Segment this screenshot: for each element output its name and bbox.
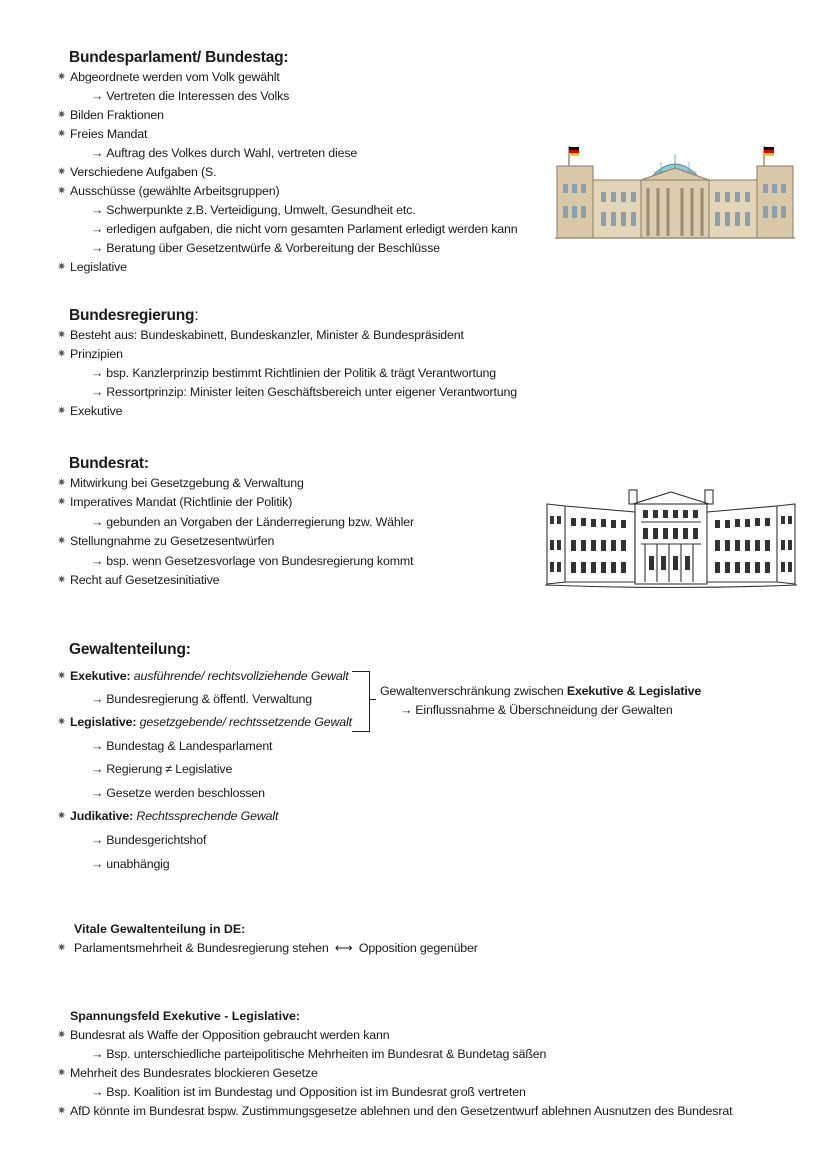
bullet-icon: ✷ xyxy=(57,810,67,822)
gewalt-legislative-a: → Bundestag & Landesparlament xyxy=(91,739,273,753)
bullet-icon: ✷ xyxy=(57,329,67,341)
arrow-icon: → xyxy=(91,222,104,236)
arrow-icon: → xyxy=(91,554,104,568)
gewalt-legislative: Legislative: gesetzgebende/ rechtssetzende Gewalt xyxy=(70,715,352,729)
bundesrat-b4: Recht auf Gesetzesinitiative xyxy=(70,573,220,587)
regierung-b2b: → Ressortprinzip: Minister leiten Geschäftsbereich unter eigener Verantwortung xyxy=(91,385,518,399)
bullet-icon: ✷ xyxy=(57,496,67,508)
arrow-icon: → xyxy=(91,241,104,255)
bullet-icon: ✷ xyxy=(57,348,67,360)
regierung-b1: Besteht aus: Bundeskabinett, Bundeskanzler, Minister & Bundespräsident xyxy=(70,328,464,342)
spannung-b2: Mehrheit des Bundesrates blockieren Gesetze xyxy=(70,1066,318,1080)
spannung-b2a: → Bsp. Koalition ist im Bundestag und Opposition ist im Bundesrat groß vertreten xyxy=(91,1085,526,1099)
gewalt-side-a: → Einflussnahme & Überschneidung der Gewalten xyxy=(400,703,673,717)
arrow-icon: → xyxy=(91,739,104,753)
arrow-icon: → xyxy=(91,385,104,399)
bracket-tick xyxy=(369,699,376,700)
arrow-icon: → xyxy=(91,786,104,800)
regierung-heading: Bundesregierung: xyxy=(69,307,199,324)
bundestag-b5b: → erledigen aufgaben, die nicht vom gesamten Parlament erledigt werden kann xyxy=(91,222,518,236)
gewalt-side-note: Gewaltenverschränkung zwischen Exekutive & Legislative xyxy=(380,684,702,698)
vital-line: Parlamentsmehrheit & Bundesregierung stehen ⟷ Opposition gegenüber xyxy=(74,941,478,955)
bundestag-b3: Freies Mandat xyxy=(70,127,148,141)
bundesrat-b2a: → gebunden an Vorgaben der Länderregierung bzw. Wähler xyxy=(91,515,414,529)
arrow-icon: → xyxy=(400,703,413,717)
gewalt-judikative-b: → unabhängig xyxy=(91,857,170,871)
bundestag-b5c: → Beratung über Gesetzentwürfe & Vorbereitung der Beschlüsse xyxy=(91,241,440,255)
bullet-icon: ✷ xyxy=(57,670,67,682)
bundestag-b5: Ausschüsse (gewählte Arbeitsgruppen) xyxy=(70,184,280,198)
gewalt-exekutive-a: → Bundesregierung & öffentl. Verwaltung xyxy=(91,692,312,706)
bundestag-b1a: → Vertreten die Interessen des Volks xyxy=(91,89,290,103)
gewalt-judikative: Judikative: Rechtssprechende Gewalt xyxy=(70,809,279,823)
arrow-icon: → xyxy=(91,762,104,776)
bullet-icon: ✷ xyxy=(57,71,67,83)
bullet-icon: ✷ xyxy=(57,1029,67,1041)
bullet-icon: ✷ xyxy=(57,1105,67,1117)
bullet-icon: ✷ xyxy=(57,185,67,197)
bullet-icon: ✷ xyxy=(57,535,67,547)
gewalt-legislative-c: → Gesetze werden beschlossen xyxy=(91,786,265,800)
bullet-icon: ✷ xyxy=(57,405,67,417)
gewalt-legislative-b: → Regierung ≠ Legislative xyxy=(91,762,233,776)
bullet-icon: ✷ xyxy=(57,574,67,586)
arrow-icon: → xyxy=(91,203,104,217)
bundesrat-b2: Imperatives Mandat (Richtlinie der Politik) xyxy=(70,495,293,509)
double-arrow-icon: ⟷ xyxy=(334,941,353,955)
spannung-b1: Bundesrat als Waffe der Opposition gebraucht werden kann xyxy=(70,1028,390,1042)
bundesrat-b3a: → bsp. wenn Gesetzesvorlage von Bundesregierung kommt xyxy=(91,554,414,568)
arrow-icon: → xyxy=(91,1085,104,1099)
reichstag-building-illustration xyxy=(553,144,797,242)
bullet-icon: ✷ xyxy=(57,1067,67,1079)
regierung-b2a: → bsp. Kanzlerprinzip bestimmt Richtlinien der Politik & trägt Verantwortung xyxy=(91,366,496,380)
bullet-icon: ✷ xyxy=(57,716,67,728)
gewalt-judikative-a: → Bundesgerichtshof xyxy=(91,833,207,847)
arrow-icon: → xyxy=(91,515,104,529)
arrow-icon: → xyxy=(91,857,104,871)
spannung-b3: AfD könnte im Bundesrat bspw. Zustimmungsgesetze ablehnen und den Gesetzentwurf ablehnen Ausnutzen des Bundesrat xyxy=(70,1104,733,1118)
bullet-icon: ✷ xyxy=(57,128,67,140)
bundesrat-building-illustration xyxy=(545,486,797,590)
gewalt-exekutive: Exekutive: ausführende/ rechtsvollziehende Gewalt xyxy=(70,669,349,683)
bundestag-b2: Bilden Fraktionen xyxy=(70,108,164,122)
bundesrat-heading: Bundesrat: xyxy=(69,455,149,472)
bundesrat-b1: Mitwirkung bei Gesetzgebung & Verwaltung xyxy=(70,476,304,490)
bullet-icon: ✷ xyxy=(57,942,67,954)
bundestag-b3a: → Auftrag des Volkes durch Wahl, vertreten diese xyxy=(91,146,358,160)
spannung-heading: Spannungsfeld Exekutive - Legislative: xyxy=(70,1009,300,1023)
bundestag-b6: Legislative xyxy=(70,260,127,274)
arrow-icon: → xyxy=(91,692,104,706)
bullet-icon: ✷ xyxy=(57,477,67,489)
bundestag-heading: Bundesparlament/ Bundestag: xyxy=(69,49,289,66)
bundestag-b4: Verschiedene Aufgaben (S. xyxy=(70,165,217,179)
gewalt-heading: Gewaltenteilung: xyxy=(69,641,191,658)
arrow-icon: → xyxy=(91,366,104,380)
bundestag-b1: Abgeordnete werden vom Volk gewählt xyxy=(70,70,280,84)
arrow-icon: → xyxy=(91,1047,104,1061)
regierung-b2: Prinzipien xyxy=(70,347,123,361)
bullet-icon: ✷ xyxy=(57,166,67,178)
regierung-b3: Exekutive xyxy=(70,404,123,418)
bundestag-b5a: → Schwerpunkte z.B. Verteidigung, Umwelt, Gesundheit etc. xyxy=(91,203,416,217)
bullet-icon: ✷ xyxy=(57,109,67,121)
bundesrat-b3: Stellungnahme zu Gesetzesentwürfen xyxy=(70,534,275,548)
bullet-icon: ✷ xyxy=(57,261,67,273)
arrow-icon: → xyxy=(91,146,104,160)
arrow-icon: → xyxy=(91,89,104,103)
vital-heading: Vitale Gewaltenteilung in DE: xyxy=(74,922,246,936)
spannung-b1a: → Bsp. unterschiedliche parteipolitische Mehrheiten im Bundesrat & Bundetag säßen xyxy=(91,1047,547,1061)
arrow-icon: → xyxy=(91,833,104,847)
bracket-divider xyxy=(352,671,370,732)
